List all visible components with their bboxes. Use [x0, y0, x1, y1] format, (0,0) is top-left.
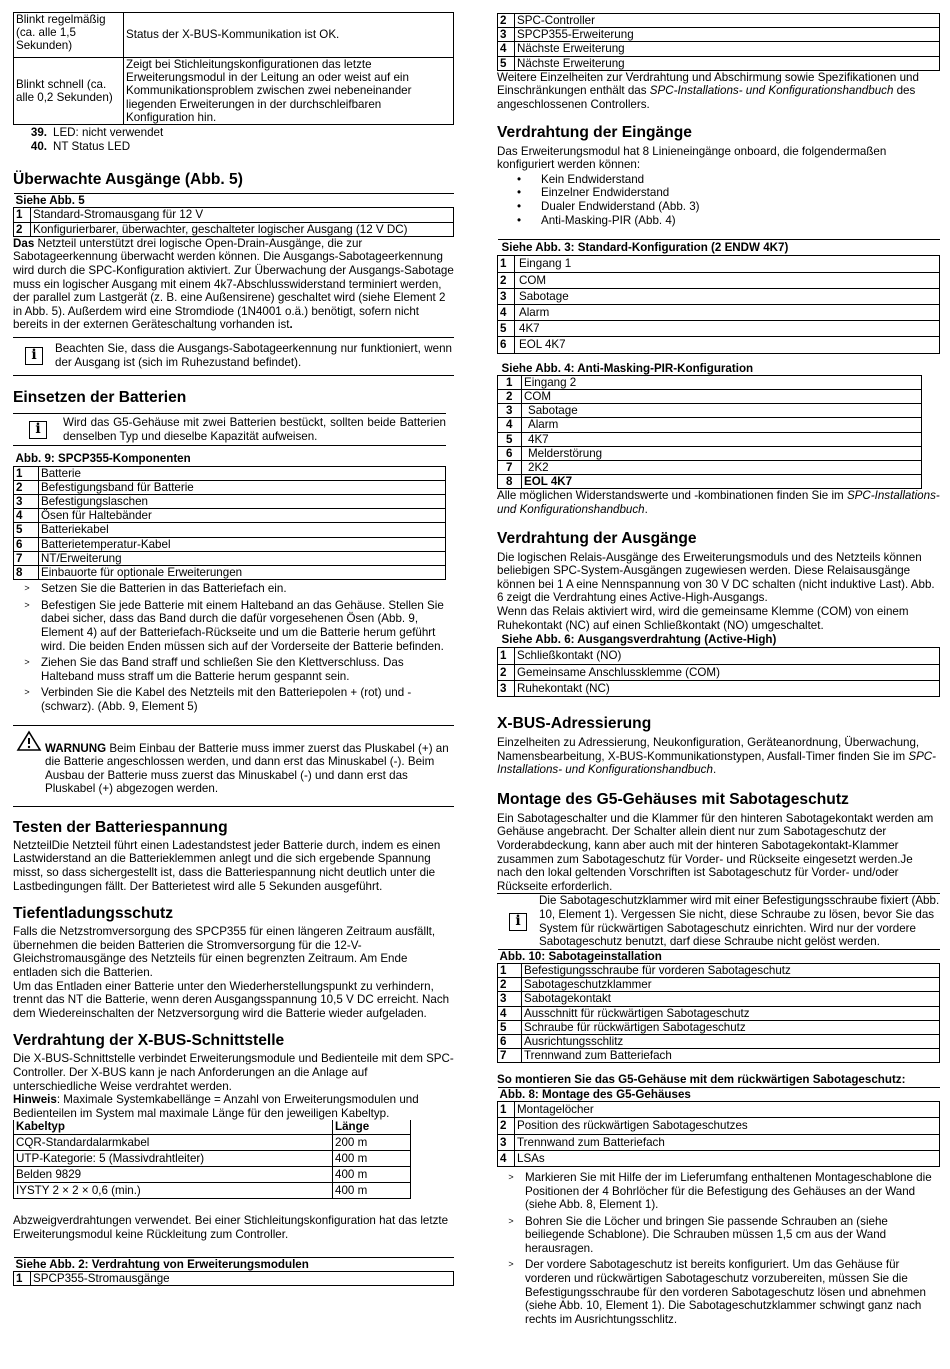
table-row: 4 LSAs	[498, 1150, 940, 1166]
section-heading: Verdrahtung der X-BUS-Schnittstelle	[13, 1032, 285, 1050]
list-item: 39. LED: nicht verwendet	[30, 126, 164, 140]
table-row: 5 Schraube für rückwärtigen Sabotageschutz	[498, 1020, 940, 1034]
paragraph: Die X-BUS-Schnittstelle verbindet Erweiterungsmodule und Bedienteile mit dem SPC-Controller. Der X-BUS kann je nach Anforderungen an die Anlage auf unterschiedliche Weise verdrahtet werden.	[13, 1052, 454, 1093]
table-row: 3 Sabotagekontakt	[498, 992, 940, 1006]
table-row: 5 4K7	[498, 432, 922, 446]
subheading: So montieren Sie das G5-Gehäuse mit dem rückwärtigen Sabotageschutz:	[497, 1073, 906, 1087]
led-state: Blinkt schnell (ca. alle 0,2 Sekunden)	[14, 58, 124, 125]
table-row: 2 Gemeinsame Anschlussklemme (COM)	[498, 664, 940, 680]
list-item: > Markieren Sie mit Hilfe der im Lieferumfang enthaltenen Montageschablone die Positionen der 4 Bohrlöcher für die Befestigung des Gehäuses an der Wand (siehe Abb. 8, Element 1).	[497, 1171, 940, 1212]
table-caption: Abb. 9: SPCP355-Komponenten	[14, 452, 446, 466]
info-icon: i	[509, 913, 527, 931]
chevron-right-icon: >	[24, 657, 30, 668]
info-note: i Wird das G5-Gehäuse mit zwei Batterien bestückt, sollten beide Batterien denselben Typ und dieselbe Kapazität aufweisen.	[13, 413, 446, 446]
table-row: 3 Ruhekontakt (NC)	[498, 680, 940, 696]
chevron-right-icon: >	[24, 599, 30, 610]
fig9-table	[13, 452, 446, 580]
table-row: 8 EOL 4K7	[498, 475, 922, 489]
table-row: 5 4K7	[498, 321, 940, 337]
paragraph: NetzteilDie Netzteil führt einen Ladestandstest jeder Batterie durch, indem es einen Lastwiderstand an die Batterieklemmen anlegt und die sich ergebende Spannung misst, so dass sichergestellt ist, dass die Batteriespannung nicht deutlich unter die Lastbedingungen fällt. Der Batterietest wird alle 5 Sekunden ausgeführt.	[13, 838, 441, 893]
list-item: > Befestigen Sie jede Batterie mit einem Halteband an das Gehäuse. Stellen Sie dabei sicher, dass das Band durch die dafür vorgesehenen Ösen (Abb. 9, Element 4) auf der Batteriefach-Rückseite und um die Batterie herum geführt wird. Die beiden Enden müssen sich auf der Vorderseite der Batterie befinden.	[13, 599, 454, 653]
table-row: 1 Eingang 2	[498, 375, 922, 389]
paragraph: Falls die Netzstromversorgung des SPCP355 für einen längeren Zeitraum ausfällt, übernehmen die beiden Batterien die Stromversorgung für die 12-V-Gleichstromausgänge des Netzteils für einen begrenzten Zeitraum. Am Ende entladen sich die Batterien.	[13, 925, 436, 980]
table-row: 4 Ösen für Haltebänder	[14, 509, 446, 523]
section-heading: Überwachte Ausgänge (Abb. 5)	[13, 171, 243, 189]
list-item: > Verbinden Sie die Kabel des Netzteils mit den Batteriepolen + (rot) und - (schwarz). (Abb. 9, Element 5)	[13, 686, 454, 713]
warning-icon	[16, 730, 42, 752]
table-row: 7 NT/Erweiterung	[14, 551, 446, 565]
list-item: • Einzelner Endwiderstand	[516, 186, 670, 200]
info-note: i Beachten Sie, dass die Ausgangs-Sabotageerkennung nur funktioniert, wenn der Ausgang ist (sich im Ruhezustand befindet).	[13, 337, 454, 376]
list-item: • Anti-Masking-PIR (Abb. 4)	[516, 213, 676, 227]
section-heading: Verdrahtung der Eingänge	[497, 123, 692, 141]
fig6-table	[497, 632, 940, 697]
chevron-right-icon: >	[508, 1215, 514, 1226]
list-item: > Bohren Sie die Löcher und bringen Sie passende Schrauben an (siehe beiliegende Schablone). Die Schrauben müssen 1,5 cm aus der Wand herausragen.	[497, 1215, 940, 1256]
fig5-table	[13, 193, 454, 237]
table-row: 2 Sabotageschutzklammer	[498, 978, 940, 992]
steps-list	[497, 1171, 940, 1327]
table-caption: Siehe Abb. 4: Anti-Masking-PIR-Konfiguration	[498, 362, 922, 376]
paragraph: Das Netzteil unterstützt drei logische Open-Drain-Ausgänge, die zur Sabotageerkennung überwacht werden können. Die Ausgangs-Sabotageerkennung wird durch die SPC-Konfiguration aktiviert. Zur Überwachung der Ausgangs-Sabotage muss ein logischer Ausgang mit einem 4k7-Abschlusswiderstand terminiert werden, der parallel zum Lastgerät (z. B. eine Außensirene) geschaltet wird (siehe Element 2 in Abb. 5). Außerdem wird eine Stromdiode (1N4001 o.ä.) benötigt, sofern nicht bereits in der externen Geräteschaltung vorhanden ist.	[13, 236, 454, 332]
table-row: 7 Trennwand zum Batteriefach	[498, 1049, 940, 1063]
list-item: 40. NT Status LED	[30, 139, 131, 153]
section-heading: Verdrahtung der Ausgänge	[497, 529, 697, 547]
table-caption: Siehe Abb. 5	[14, 194, 454, 208]
paragraph: Abzweigverdrahtungen verwendet. Bei einer Stichleitungskonfiguration hat das letzte Erweiterungsmodul keine Rückleitung zum Controller.	[13, 1214, 449, 1241]
table-row: 7 2K2	[498, 461, 922, 475]
table-row: CQR-Standardalarmkabel 200 m	[14, 1134, 411, 1150]
paragraph: Das Erweiterungsmodul hat 8 Linieneingänge onboard, die folgendermaßen konfiguriert werden können:	[497, 144, 887, 172]
paragraph: Ein Sabotageschalter und die Klammer für den hinteren Sabotagekontakt werden am Gehäuse angebracht. Der Schalter allein dient nur zum Sabotageschutz der Vorderabdeckung, kann aber auch mit der hinteren Sabotagekontakt-Klammer zusammen zum Sabotageschutz für Vorder- und Rückseite eingesetzt werden.Je nach den lokal geltenden Vorschriften ist Sabotageschutz für Vorder- und/oder Rückseite erforderlich.	[497, 811, 934, 893]
table-row: 1 Schließkontakt (NO)	[498, 648, 940, 664]
info-icon: i	[25, 347, 43, 365]
led-desc: Status der X-BUS-Kommunikation ist OK.	[124, 13, 454, 58]
paragraph: Einzelheiten zu Adressierung, Neukonfiguration, Geräteanordnung, Überwachung, Namensbearbeitung, X-BUS-Kommunikationstypen, Ausfall-Timer finden Sie im SPC-Installations- und Konfigurationshandbuch.	[497, 735, 937, 777]
table-row: 6 Batterietemperatur-Kabel	[14, 537, 446, 551]
table-row: 3 Sabotage	[498, 288, 940, 304]
table-row: 2 Konfigurierbarer, überwachter, geschalteter logischer Ausgang (12 V DC)	[14, 222, 454, 236]
warning-note: WARNUNG Beim Einbau der Batterie muss immer zuerst das Pluskabel (+) an die Batterie angeschlossen werden, und dann erst das Minuskabel (-). Beim Ausbau der Batterie muss zuerst das Minuskabel (-) und dann erst das Pluskabel (+) abgezogen werden.	[13, 725, 454, 807]
list-item: > Setzen Sie die Batterien in das Batteriefach ein.	[13, 582, 454, 596]
paragraph: Wenn das Relais aktiviert wird, wird die gemeinsame Klemme (COM) von einem Ruhekontakt (NC) auf einen Schließkontakt (NO) umgeschaltet.	[497, 604, 909, 632]
table-header: Kabeltyp Länge	[14, 1120, 411, 1134]
fig3-table	[497, 239, 940, 353]
steps-list	[13, 582, 454, 713]
table-row: 3 Befestigungslaschen	[14, 494, 446, 508]
table-row: 4 Alarm	[498, 418, 922, 432]
table-row: 8 Einbauorte für optionale Erweiterungen	[14, 565, 446, 579]
table-row: 6 EOL 4K7	[498, 337, 940, 353]
list-item: > Der vordere Sabotageschutz ist bereits konfiguriert. Um das Gehäuse für vorderen und rückwärtigen Sabotageschutz vorzubereiten, müssen Sie die Befestigungsschraube für den vorderen Sabotageschutz lösen und abnehmen (siehe Abb. 10, Element 1). Die Sabotageschutzklammer schwingt ganz nach rechts im Ausrichtungsschlitz.	[497, 1258, 940, 1326]
info-note: i Die Sabotageschutzklammer wird mit einer Befestigungsschraube fixiert (Abb. 10, Element 1). Vergessen Sie nicht, diese Schraube zu lösen, bevor Sie das System für rückwärtigen Sabotageschutz einrichten. Wird nur der vordere Sabotageschutz benutzt, darf diese Schraube nicht gelöst werden.	[497, 893, 940, 948]
table-row: 2 COM	[498, 272, 940, 288]
table-row: 4 Nächste Erweiterung	[498, 42, 940, 56]
paragraph: Die logischen Relais-Ausgänge des Erweiterungsmoduls und des Netzteils können beliebigen SPC-System-Ausgängen zugewiesen werden. Diese Relaisausgänge können bei 1 A eine Nennspannung von 30 V DC schalten (nicht induktive Last). Abb. 6 zeigt die Verdrahtung eines Active-High-Ausgangs.	[497, 550, 935, 605]
fig4-table	[497, 362, 922, 490]
table-row: 1 Standard-Stromausgang für 12 V	[14, 208, 454, 222]
table-row	[14, 13, 454, 58]
table-row: 1 Eingang 1	[498, 256, 940, 272]
list-item: • Dualer Endwiderstand (Abb. 3)	[516, 199, 700, 213]
section-heading: Testen der Batteriespannung	[13, 818, 228, 836]
led-desc: Zeigt bei Stichleitungskonfigurationen das letzte Erweiterungsmodul in der Leitung an oder weist auf ein Kommunikationsproblem zwischen zwei nebeneinander liegenden Erweiterungen in der durchschleifbaren Konfiguration hin.	[124, 58, 454, 125]
table-row: IYSTY 2 × 2 × 0,6 (min.) 400 m	[14, 1183, 411, 1199]
left-column	[13, 10, 454, 1286]
led-status-table	[13, 12, 454, 125]
table-caption: Siehe Abb. 2: Verdrahtung von Erweiterungsmodulen	[14, 1257, 454, 1271]
table-row: 1 Batterie	[14, 466, 446, 480]
chevron-right-icon: >	[24, 583, 30, 594]
led-state: Blinkt regelmäßig (ca. alle 1,5 Sekunden)	[14, 13, 124, 58]
bullet-list	[497, 173, 940, 227]
list-item: > Ziehen Sie das Band straff und schließen Sie den Klettverschluss. Das Halteband muss straff um die Batterie herum gespannt sein.	[13, 656, 454, 683]
right-column	[497, 13, 940, 1326]
table-row: 6 Ausrichtungsschlitz	[498, 1034, 940, 1048]
fig2-table	[13, 1257, 454, 1286]
info-icon: i	[29, 421, 47, 439]
section-heading: Tiefentladungsschutz	[13, 905, 173, 923]
section-heading: Montage des G5-Gehäuses mit Sabotageschutz	[497, 790, 849, 808]
table-caption: Abb. 10: Sabotageinstallation	[498, 949, 940, 963]
table-caption: Abb. 8: Montage des G5-Gehäuses	[498, 1087, 940, 1101]
table-row: 2 Position des rückwärtigen Sabotageschutzes	[498, 1118, 940, 1134]
chevron-right-icon: >	[508, 1171, 514, 1182]
table-row: UTP-Kategorie: 5 (Massivdrahtleiter) 400 m	[14, 1150, 411, 1166]
table-row: 2 SPC-Controller	[498, 14, 940, 28]
table-row: 1 SPCP355-Stromausgänge	[14, 1271, 454, 1285]
table-row: 4 Ausschnitt für rückwärtigen Sabotageschutz	[498, 1006, 940, 1020]
list-item: • Kein Endwiderstand	[516, 172, 645, 186]
section-heading: X-BUS-Adressierung	[497, 714, 652, 732]
table-row: 4 Alarm	[498, 304, 940, 320]
table-row: 1 Befestigungsschraube für vorderen Sabotageschutz	[498, 963, 940, 977]
paragraph: Weitere Einzelheiten zur Verdrahtung und Abschirmung sowie Spezifikationen und Einschränkungen enthält das SPC-Installations- und Konfigurationshandbuch des angeschlossenen Controllers.	[497, 70, 919, 111]
cable-table	[13, 1120, 411, 1199]
paragraph: Hinweis: Maximale Systemkabellänge = Anzahl von Erweiterungsmodulen und Bedienteilen im System mal maximale Länge für den jeweiligen Kabeltyp.	[13, 1093, 419, 1120]
table-row: Belden 9829 400 m	[14, 1167, 411, 1183]
paragraph: Alle möglichen Widerstandswerte und -kombinationen finden Sie im SPC-Installations- und Konfigurationshandbuch.	[497, 489, 940, 516]
section-heading: Einsetzen der Batterien	[13, 389, 187, 407]
fig10-table	[497, 949, 940, 1064]
table-row: 3 Trennwand zum Batteriefach	[498, 1134, 940, 1150]
table-caption: Siehe Abb. 3: Standard-Konfiguration (2 ENDW 4K7)	[498, 240, 940, 256]
table-row: 5 Nächste Erweiterung	[498, 56, 940, 70]
table-row: 5 Batteriekabel	[14, 523, 446, 537]
fig8-table	[497, 1087, 940, 1167]
table-caption: Siehe Abb. 6: Ausgangsverdrahtung (Active-High)	[498, 632, 940, 648]
fig2-table-continued	[497, 13, 940, 71]
table-row: 1 Montagelöcher	[498, 1102, 940, 1118]
chevron-right-icon: >	[24, 687, 30, 698]
table-row: 3 Sabotage	[498, 404, 922, 418]
table-row: 3 SPCP355-Erweiterung	[498, 28, 940, 42]
table-row: 2 COM	[498, 389, 922, 403]
table-row: 2 Befestigungsband für Batterie	[14, 480, 446, 494]
paragraph: Um das Entladen einer Batterie unter den Wiederherstellungspunkt zu verhindern, trennt das NT die Batterie, wenn deren Ausgangsspannung 10,5 V DC erreicht. Nach dem Wiedereinschalten der Netzversorgung wird die Batterie wieder aufgeladen.	[13, 979, 450, 1020]
chevron-right-icon: >	[508, 1259, 514, 1270]
table-row	[14, 58, 454, 125]
table-row: 6 Melderstörung	[498, 446, 922, 460]
